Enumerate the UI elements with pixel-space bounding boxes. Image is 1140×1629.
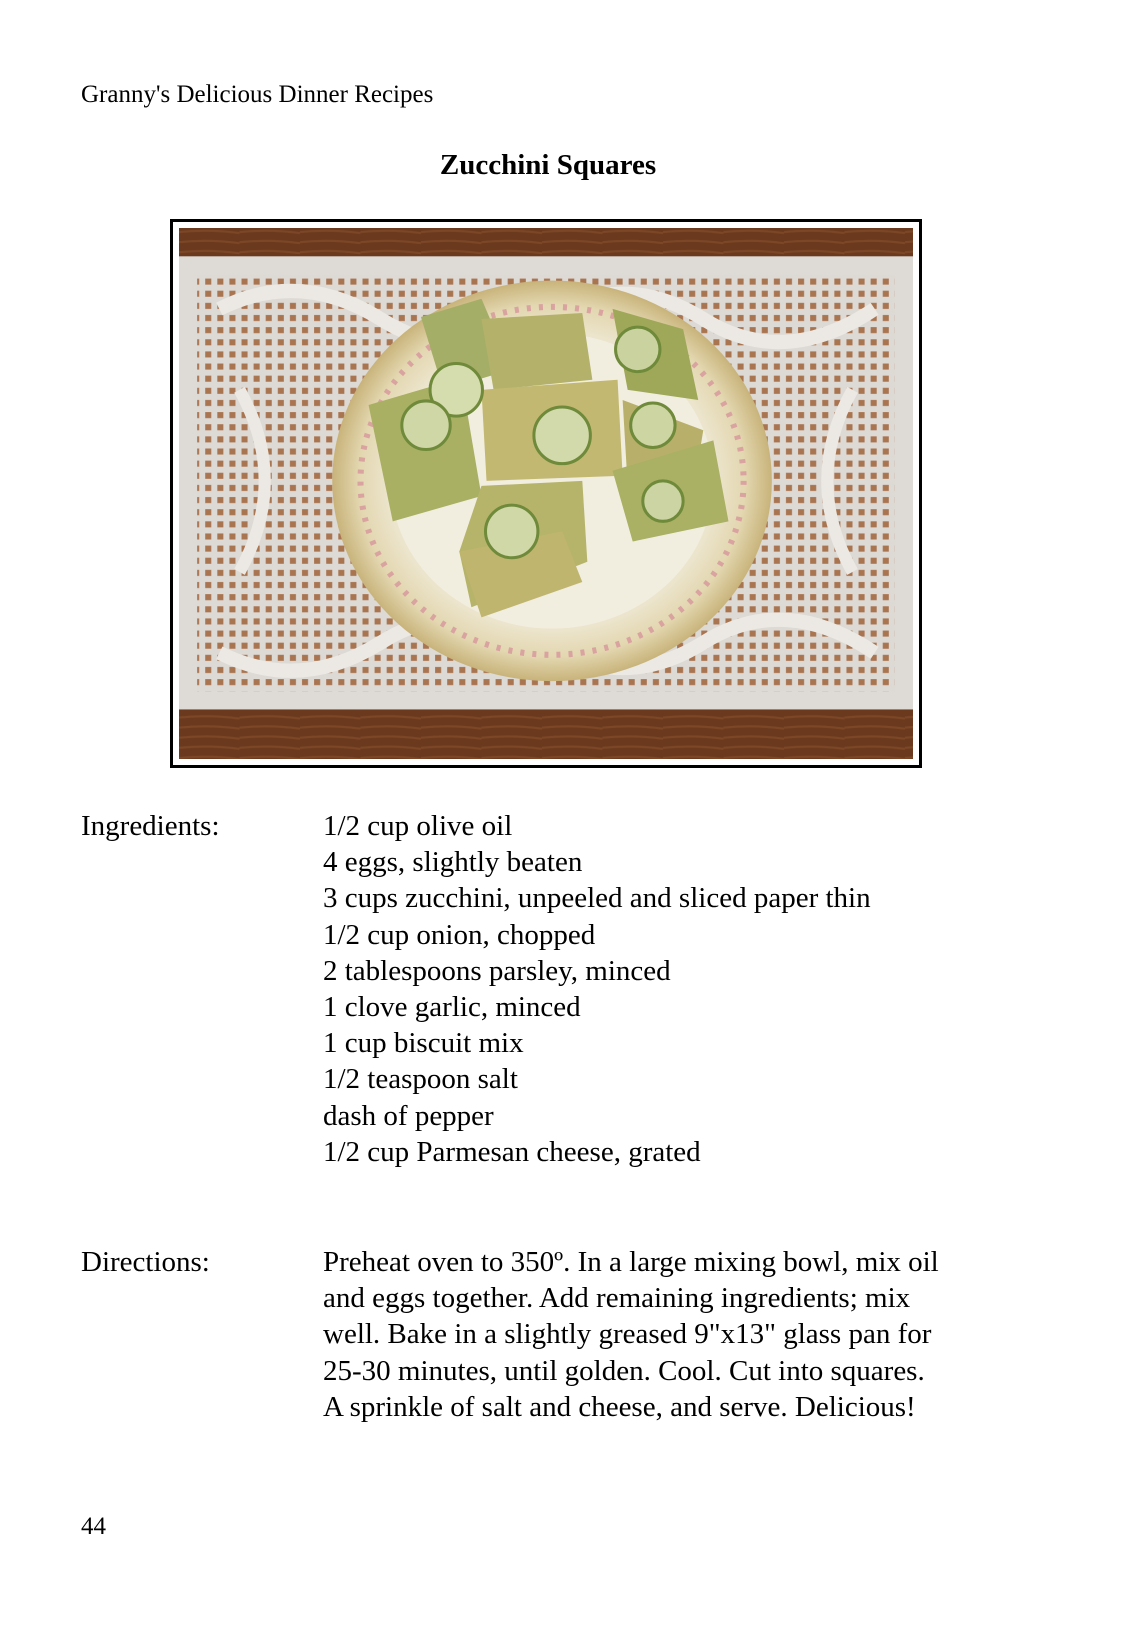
recipe-photo bbox=[179, 228, 913, 759]
directions-label: Directions: bbox=[81, 1246, 210, 1278]
directions-text bbox=[323, 1244, 939, 1425]
running-header: Granny's Delicious Dinner Recipes bbox=[81, 81, 434, 108]
directions-line: and eggs together. Add remaining ingredients; mix bbox=[323, 1282, 911, 1315]
recipe-photo-mat bbox=[173, 222, 919, 765]
ingredients-label: Ingredients: bbox=[81, 810, 220, 842]
directions-line: Preheat oven to 350º. In a large mixing bowl, mix oil bbox=[323, 1246, 939, 1278]
ingredient-item: 1 cup biscuit mix bbox=[323, 1027, 524, 1060]
ingredient-item: 1/2 cup onion, chopped bbox=[323, 918, 596, 951]
ingredient-item: 1 clove garlic, minced bbox=[323, 991, 581, 1024]
ingredient-item: 2 tablespoons parsley, minced bbox=[323, 954, 671, 987]
page-number: 44 bbox=[81, 1513, 106, 1540]
ingredient-item: 1/2 teaspoon salt bbox=[323, 1063, 518, 1096]
ingredients-list bbox=[323, 808, 871, 1170]
recipe-title: Zucchini Squares bbox=[439, 149, 657, 181]
ingredient-item: dash of pepper bbox=[323, 1099, 494, 1132]
recipe-photo-frame bbox=[170, 219, 922, 768]
ingredient-item: 1/2 cup Parmesan cheese, grated bbox=[323, 1135, 701, 1168]
directions-line: A sprinkle of salt and cheese, and serve. Delicious! bbox=[323, 1390, 916, 1423]
ingredient-item: 3 cups zucchini, unpeeled and sliced paper thin bbox=[323, 882, 871, 915]
directions-line: 25-30 minutes, until golden. Cool. Cut into squares. bbox=[323, 1354, 925, 1387]
ingredient-item: 1/2 cup olive oil bbox=[323, 810, 513, 842]
directions-line: well. Bake in a slightly greased 9"x13" glass pan for bbox=[323, 1318, 932, 1351]
ingredient-item: 4 eggs, slightly beaten bbox=[323, 846, 583, 879]
